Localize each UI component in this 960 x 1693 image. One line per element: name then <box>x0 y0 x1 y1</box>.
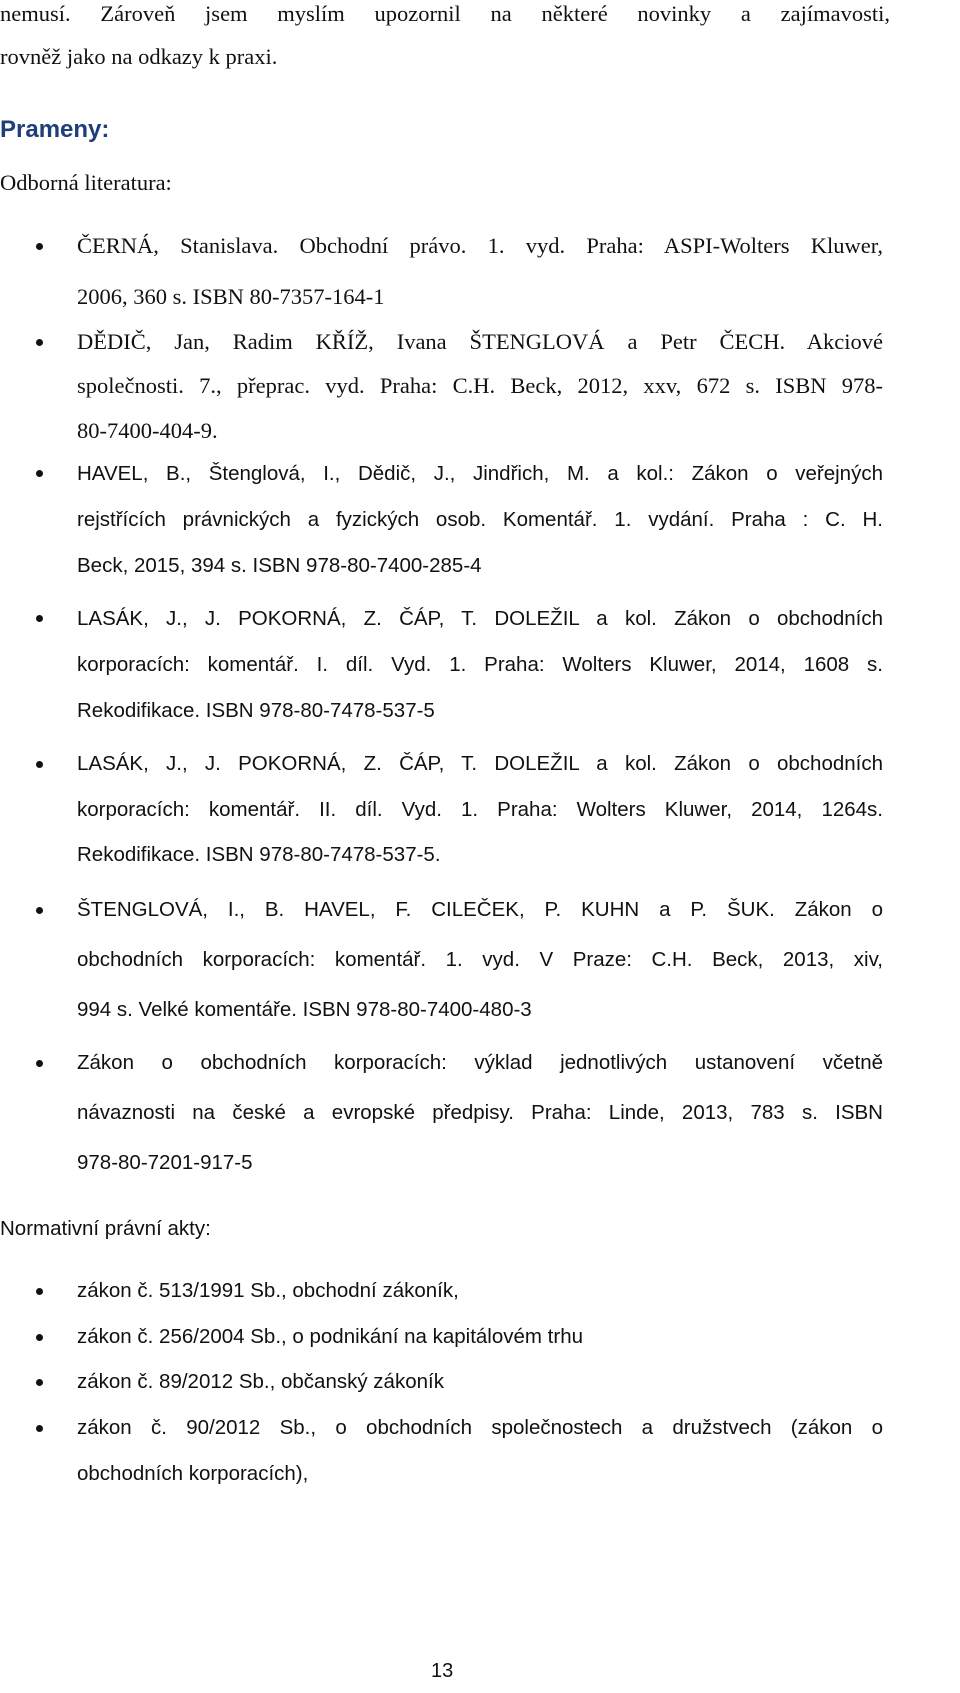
normative-item-1: zákon č. 513/1991 Sb., obchodní zákoník, <box>77 1279 459 1302</box>
bullet-icon <box>36 761 43 768</box>
literature-item-5-line-1: LASÁK, J., J. POKORNÁ, Z. ČÁP, T. DOLEŽIL a kol. Zákon o obchodních <box>77 752 883 775</box>
bullet-icon <box>36 615 43 622</box>
literature-item-3-line-1: HAVEL, B., Štenglová, I., Dědič, J., Jindřich, M. a kol.: Zákon o veřejných <box>77 462 883 485</box>
literature-item-3-line-2: rejstřících právnických a fyzických osob. Komentář. 1. vydání. Praha : C. H. <box>77 508 883 531</box>
normative-label: Normativní právní akty: <box>0 1217 211 1240</box>
bullet-icon <box>36 907 43 914</box>
literature-item-7-line-1: Zákon o obchodních korporacích: výklad jednotlivých ustanovení včetně <box>77 1051 883 1074</box>
literature-item-2-line-2: společnosti. 7., přeprac. vyd. Praha: C.H. Beck, 2012, xxv, 672 s. ISBN 978- <box>77 373 883 398</box>
literature-item-3-line-3: Beck, 2015, 394 s. ISBN 978-80-7400-285-4 <box>77 554 482 577</box>
literature-item-6-line-1: ŠTENGLOVÁ, I., B. HAVEL, F. CILEČEK, P. KUHN a P. ŠUK. Zákon o <box>77 898 883 921</box>
literature-item-7-line-3: 978-80-7201-917-5 <box>77 1151 253 1174</box>
literature-label: Odborná literatura: <box>0 170 172 195</box>
bullet-icon <box>36 1334 43 1341</box>
literature-item-5-line-2: korporacích: komentář. II. díl. Vyd. 1. Praha: Wolters Kluwer, 2014, 1264s. <box>77 798 883 821</box>
bullet-icon <box>36 470 43 477</box>
literature-item-6-line-3: 994 s. Velké komentáře. ISBN 978-80-7400-480-3 <box>77 998 532 1021</box>
literature-item-4-line-3: Rekodifikace. ISBN 978-80-7478-537-5 <box>77 699 435 722</box>
bullet-icon <box>36 1379 43 1386</box>
normative-item-4-line-2: obchodních korporacích), <box>77 1462 309 1485</box>
bullet-icon <box>36 243 43 250</box>
bullet-icon <box>36 1060 43 1067</box>
literature-item-1-line-2: 2006, 360 s. ISBN 80-7357-164-1 <box>77 284 385 309</box>
section-heading: Prameny: <box>0 116 110 143</box>
literature-item-7-line-2: návaznosti na české a evropské předpisy. Praha: Linde, 2013, 783 s. ISBN <box>77 1101 883 1124</box>
intro-line-2: rovněž jako na odkazy k praxi. <box>0 44 278 69</box>
literature-item-6-line-2: obchodních korporacích: komentář. 1. vyd. V Praze: C.H. Beck, 2013, xiv, <box>77 948 883 971</box>
intro-line-1: nemusí. Zároveň jsem myslím upozornil na některé novinky a zajímavosti, <box>0 1 890 26</box>
page-number: 13 <box>431 1660 454 1682</box>
literature-item-4-line-2: korporacích: komentář. I. díl. Vyd. 1. Praha: Wolters Kluwer, 2014, 1608 s. <box>77 653 883 676</box>
literature-item-2-line-1: DĚDIČ, Jan, Radim KŘÍŽ, Ivana ŠTENGLOVÁ a Petr ČECH. Akciové <box>77 329 883 354</box>
normative-item-2: zákon č. 256/2004 Sb., o podnikání na kapitálovém trhu <box>77 1325 584 1348</box>
normative-item-3: zákon č. 89/2012 Sb., občanský zákoník <box>77 1370 444 1393</box>
normative-item-4-line-1: zákon č. 90/2012 Sb., o obchodních společnostech a družstvech (zákon o <box>77 1416 883 1439</box>
literature-item-4-line-1: LASÁK, J., J. POKORNÁ, Z. ČÁP, T. DOLEŽIL a kol. Zákon o obchodních <box>77 607 883 630</box>
literature-item-1-line-1: ČERNÁ, Stanislava. Obchodní právo. 1. vyd. Praha: ASPI-Wolters Kluwer, <box>77 233 883 258</box>
bullet-icon <box>36 339 43 346</box>
literature-item-5-line-3: Rekodifikace. ISBN 978-80-7478-537-5. <box>77 843 441 866</box>
literature-item-2-line-3: 80-7400-404-9. <box>77 418 218 443</box>
bullet-icon <box>36 1425 43 1432</box>
bullet-icon <box>36 1288 43 1295</box>
